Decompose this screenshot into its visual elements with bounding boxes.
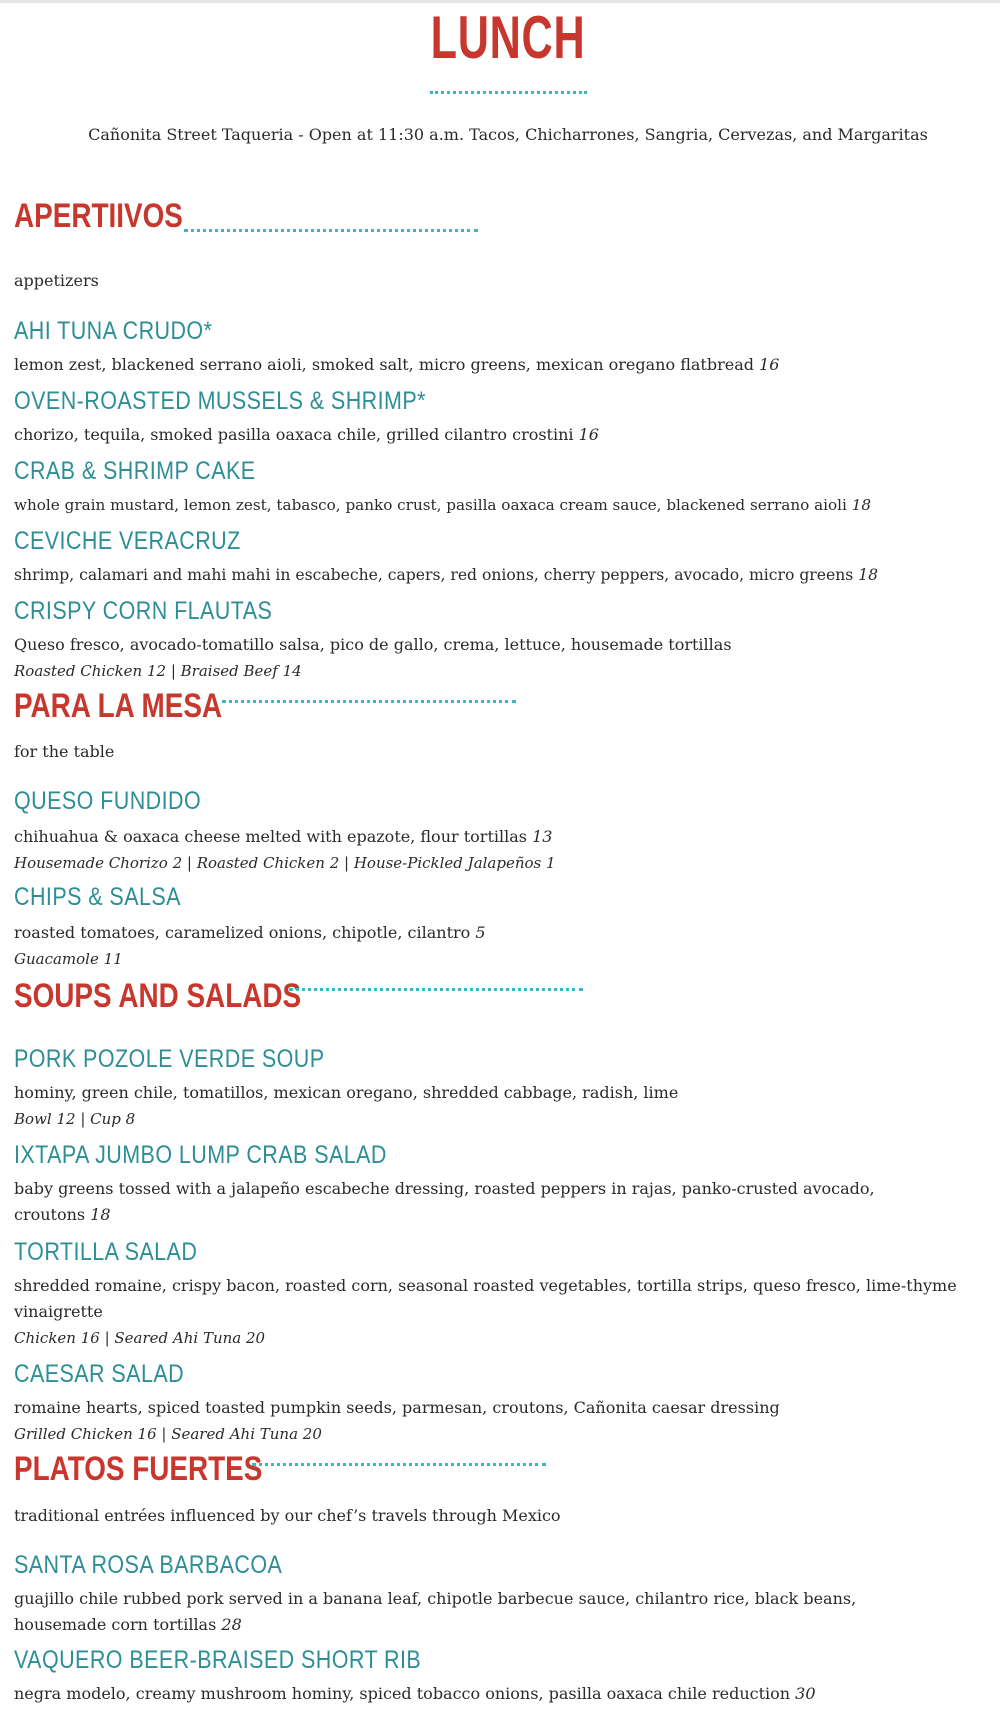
item-price: 18 (90, 1205, 111, 1224)
item-variants: Roasted Chicken 12 | Braised Beef 14 (14, 662, 302, 680)
item-desc-text: chorizo, tequila, smoked pasilla oaxaca chile, grilled cilantro crostini (14, 425, 574, 444)
item-name-ixtapa-crab-salad: IXTAPA JUMBO LUMP CRAB SALAD (14, 1141, 387, 1169)
item-description (14, 1273, 974, 1325)
item-description (14, 492, 974, 518)
item-desc-text: lemon zest, blackened serrano aioli, smoked salt, micro greens, mexican oregano flatbread (14, 355, 754, 374)
item-name-ahi-tuna-crudo: AHI TUNA CRUDO* (14, 317, 213, 345)
item-price: 5 (475, 923, 486, 942)
title-dotted-divider (430, 91, 587, 94)
section-subtitle: traditional entrées influenced by our chef’s travels through Mexico (14, 1506, 561, 1525)
item-description (14, 352, 974, 378)
section-title-apertiivos: APERTIIVOS (14, 197, 183, 235)
item-desc-text: Queso fresco, avocado-tomatillo salsa, pico de gallo, crema, lettuce, housemade tortillas (14, 635, 732, 654)
item-desc-text: whole grain mustard, lemon zest, tabasco, panko crust, pasilla oaxaca cream sauce, blackened serrano aioli (14, 496, 847, 514)
item-variants: Guacamole 11 (14, 950, 123, 968)
section-title-platos-fuertes: PLATOS FUERTES (14, 1450, 263, 1488)
item-name-oven-roasted-mussels: OVEN-ROASTED MUSSELS & SHRIMP* (14, 387, 426, 415)
item-description (14, 1395, 974, 1421)
item-description (14, 632, 974, 658)
item-description (14, 824, 974, 850)
item-name-vaquero-short-rib: VAQUERO BEER-BRAISED SHORT RIB (14, 1646, 422, 1674)
item-desc-text: chihuahua & oaxaca cheese melted with epazote, flour tortillas (14, 827, 527, 846)
item-desc-text: romaine hearts, spiced toasted pumpkin seeds, parmesan, croutons, Cañonita caesar dressing (14, 1398, 780, 1417)
item-desc-text: guajillo chile rubbed pork served in a banana leaf, chipotle barbecue sauce, chilantro rice, black beans, housemade corn tortillas (14, 1589, 857, 1634)
section-dotted-divider (222, 700, 516, 703)
item-desc-text: shrimp, calamari and mahi mahi in escabeche, capers, red onions, cherry peppers, avocado, micro greens (14, 566, 854, 584)
page-title: LUNCH (430, 4, 586, 71)
item-description (14, 422, 974, 448)
item-price: 18 (858, 566, 879, 584)
section-dotted-divider (289, 988, 583, 991)
section-subtitle: for the table (14, 742, 115, 761)
item-description (14, 920, 974, 946)
item-desc-text: negra modelo, creamy mushroom hominy, spiced tobacco onions, pasilla oaxaca chile reduction (14, 1684, 791, 1703)
item-description (14, 1586, 934, 1638)
item-name-chips-salsa: CHIPS & SALSA (14, 883, 181, 911)
item-description (14, 1176, 934, 1228)
item-price: 18 (851, 496, 872, 514)
item-name-ceviche-veracruz: CEVICHE VERACRUZ (14, 527, 241, 555)
item-name-crispy-corn-flautas: CRISPY CORN FLAUTAS (14, 597, 273, 625)
item-description (14, 1681, 974, 1707)
item-variants: Grilled Chicken 16 | Seared Ahi Tuna 20 (14, 1425, 322, 1443)
item-desc-text: roasted tomatoes, caramelized onions, chipotle, cilantro (14, 923, 471, 942)
item-desc-text: hominy, green chile, tomatillos, mexican oregano, shredded cabbage, radish, lime (14, 1083, 679, 1102)
item-name-pork-pozole-verde-soup: PORK POZOLE VERDE SOUP (14, 1045, 325, 1073)
item-price: 16 (759, 355, 780, 374)
section-title-para-la-mesa: PARA LA MESA (14, 687, 223, 725)
item-variants: Bowl 12 | Cup 8 (14, 1110, 136, 1128)
section-dotted-divider (184, 229, 478, 232)
item-description (14, 562, 974, 588)
item-description (14, 1080, 974, 1106)
item-price: 16 (578, 425, 599, 444)
item-price: 30 (795, 1684, 816, 1703)
item-name-queso-fundido: QUESO FUNDIDO (14, 787, 202, 815)
item-desc-text: shredded romaine, crispy bacon, roasted corn, seasonal roasted vegetables, tortilla strips, queso fresco, lime-thyme vinaigrette (14, 1276, 957, 1321)
item-name-tortilla-salad: TORTILLA SALAD (14, 1238, 198, 1266)
item-variants: Chicken 16 | Seared Ahi Tuna 20 (14, 1329, 266, 1347)
item-desc-text: baby greens tossed with a jalapeño escabeche dressing, roasted peppers in rajas, panko-crusted avocado, croutons (14, 1179, 875, 1224)
section-subtitle: appetizers (14, 271, 99, 290)
item-name-crab-shrimp-cake: CRAB & SHRIMP CAKE (14, 457, 256, 485)
item-name-caesar-salad: CAESAR SALAD (14, 1360, 185, 1388)
item-variants: Housemade Chorizo 2 | Roasted Chicken 2 | House-Pickled Jalapeños 1 (14, 854, 556, 872)
section-dotted-divider (252, 1463, 546, 1466)
item-price: 28 (221, 1615, 242, 1634)
section-title-soups-and-salads: SOUPS AND SALADS (14, 977, 302, 1015)
tagline: Cañonita Street Taqueria - Open at 11:30 a.m. Tacos, Chicharrones, Sangria, Cervezas, and Margaritas (88, 125, 928, 144)
item-price: 13 (532, 827, 553, 846)
item-name-santa-rosa-barbacoa: SANTA ROSA BARBACOA (14, 1551, 283, 1579)
